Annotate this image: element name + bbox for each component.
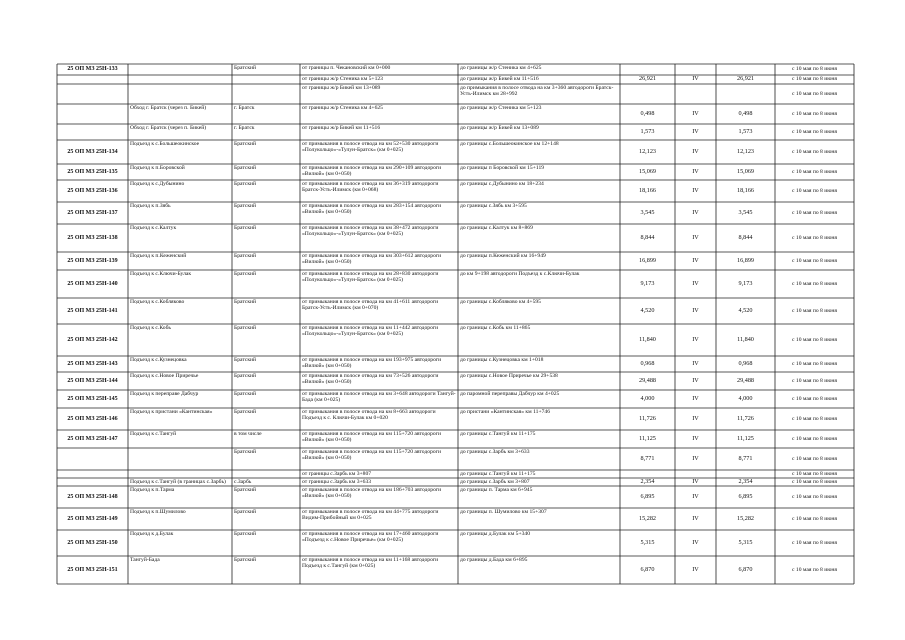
section-end: до примыкания в полосе отвода на км 3+360 автодороги Братск-Усть-Илимск км 28+992: [460, 85, 614, 98]
district: Братский: [234, 165, 257, 171]
total-length: 11,125: [737, 435, 754, 442]
section-length: 9,173: [640, 280, 655, 287]
road-code: 25 ОП МЗ 25Н-141: [67, 307, 118, 314]
district: Братский: [234, 271, 257, 277]
section-start: от границы с.Зарбь км 3+807: [302, 471, 372, 477]
restriction-period: с 10 мая по 8 июня: [792, 539, 837, 546]
section-start: от примыкания в полосе отвода на км 3+648 автодороги Тангуй-Бада (км 0+025): [302, 391, 456, 404]
district: Братский: [234, 391, 257, 397]
restriction-period: с 10 мая по 8 июня: [792, 566, 837, 573]
section-end: до границы п Боровской км 15+119: [460, 165, 545, 171]
road-code: 25 ОП МЗ 25Н-144: [67, 377, 118, 384]
section-end: до границы п. Шумилово км 15+307: [460, 509, 547, 515]
section-start: от примыкания в полосе отвода на км 193+975 автодороги «Вилюй» (км 0+050): [302, 357, 442, 370]
section-length: 3,545: [640, 209, 655, 216]
section-start: от примыкания в полосе отвода на км 283+154 автодороги «Вилюй» (км 0+050): [302, 203, 442, 216]
section-end: до границы с.Зарбь км 3+633: [460, 449, 530, 455]
road-name: Подъезд к с.Тангуй: [130, 431, 177, 437]
road-name: Подъезд к д.Булак: [130, 531, 174, 537]
restriction-period: с 10 мая по 8 июня: [792, 435, 837, 442]
section-start: от примыкания в полосе отвода на км 290+109 автодороги «Вилюй» (км 0+050): [302, 165, 442, 178]
district: Братский: [234, 299, 257, 305]
district: Братский: [234, 449, 257, 455]
total-length: 4,520: [738, 307, 753, 314]
restriction-period: с 10 мая по 8 июня: [792, 307, 837, 314]
section-start: от границы п. Чекановский км 0+000: [302, 65, 391, 71]
section-end: до границы с.Новое Приречье км 29+538: [460, 373, 558, 379]
road-name: Подъезд к пристани «Кантинская»: [130, 409, 213, 415]
section-length: 11,125: [639, 435, 656, 442]
road-category: IV: [692, 479, 699, 485]
section-end: до границы ж/р Бикей км 11+516: [460, 76, 539, 82]
section-start: от примыкания в полосе отвода на км 52+530 автодороги «Полукольцо»-«Тулун-Братск» (км 0+025): [302, 141, 439, 154]
restriction-period: с 10 мая по 8 июня: [792, 377, 837, 384]
restriction-period: с 10 мая по 8 июня: [792, 66, 837, 72]
section-end: до границы с.Кузнецовка км 1+018: [460, 357, 544, 363]
section-end: до границы с.Зарбь км 3+807: [460, 479, 530, 485]
road-category: IV: [692, 187, 699, 194]
section-end: до границы с.Тангуй км 11+175: [460, 431, 536, 437]
road-name: Подъезд к п.Кеженский: [130, 253, 187, 259]
section-length: 0,498: [640, 110, 655, 117]
district: Братский: [234, 509, 257, 515]
district: в том числе: [234, 431, 262, 437]
restriction-period: с 10 мая по 8 июня: [792, 415, 837, 422]
restriction-period: с 10 мая по 8 июня: [792, 234, 837, 241]
road-code: 25 ОП МЗ 25Н-147: [67, 435, 118, 442]
section-end: до границы с.Кобь км 11+865: [460, 325, 531, 331]
road-name: Подъезд к п.Шумилово: [130, 509, 186, 515]
section-length: 6,895: [640, 493, 655, 500]
road-code: 25 ОП МЗ 25Н-143: [67, 360, 118, 367]
road-name: Подъезд к п.Тарма: [130, 487, 175, 493]
road-name: Подъезд к п.Боровской: [130, 165, 185, 171]
section-start: от границы с.Зарбь км 3+633: [302, 479, 372, 485]
restriction-period: с 10 мая по 8 июня: [792, 515, 837, 522]
section-length: 4,000: [640, 395, 655, 402]
restriction-period: с 10 мая по 8 июня: [792, 76, 837, 82]
road-code: 25 ОП МЗ 25Н-135: [67, 168, 118, 175]
road-category: IV: [692, 168, 699, 175]
section-length: 2,354: [640, 479, 655, 485]
section-start: от примыкания в полосе отвода на км 303+612 автодороги «Вилюй» (км 0+050): [302, 253, 442, 266]
road-name: Подъезд к с.Калтук: [130, 225, 177, 231]
road-category: IV: [692, 234, 699, 241]
road-name: Тангуй-Бада: [130, 557, 160, 563]
section-length: 11,726: [639, 415, 656, 422]
road-name: Подъезд к с.Ключи-Булак: [130, 271, 192, 277]
road-category: IV: [692, 128, 699, 135]
road-name: Подъезд к переправе Дабчур: [130, 391, 199, 397]
restriction-period: с 10 мая по 8 июня: [792, 128, 837, 135]
total-length: 26,921: [736, 76, 754, 82]
road-code: 25 ОП МЗ 25Н-133: [67, 66, 118, 72]
total-length: 12,123: [736, 148, 754, 155]
section-start: от примыкания в полосе отвода на км 73+526 автодороги «Вилюй» (км 0+050): [302, 373, 439, 386]
section-end: до границы ж/р Бикей км 13+089: [460, 125, 539, 131]
road-code: 25 ОП МЗ 25Н-148: [67, 493, 118, 500]
section-start: от примыкания в полосе отвода на км 11+168 автодороги Подъезд к с.Тангуй (км 0+025): [302, 557, 439, 570]
road-category: IV: [692, 307, 699, 314]
district: г. Братск: [234, 125, 255, 131]
total-length: 15,069: [736, 168, 754, 175]
road-name: Подъезд к с.Большеокинское: [130, 141, 200, 147]
road-category: IV: [692, 280, 699, 287]
district: Братский: [234, 181, 257, 187]
section-start: от примыкания в полосе отвода на км 186+703 автодороги «Вилюй» (км 0+050): [302, 487, 442, 500]
section-end: до границы с.Зябь км 3+595: [460, 203, 527, 209]
section-length: 5,315: [640, 539, 655, 546]
section-end: до границы ж/р Стеника км 5+123: [460, 105, 542, 111]
road-code: 25 ОП МЗ 25Н-136: [67, 187, 118, 194]
section-start: от примыкания в полосе отвода на км 17+460 автодороги «Подъезд к с.Новое Приречье» (км 0+025): [302, 531, 439, 544]
road-category: IV: [692, 539, 699, 546]
road-category: IV: [692, 360, 699, 367]
section-end: до границы ж/р Стеника км 4+625: [460, 65, 542, 71]
total-length: 11,840: [737, 336, 754, 343]
road-code: 25 ОП МЗ 25Н-151: [67, 566, 118, 573]
section-length: 16,899: [638, 257, 656, 264]
road-name: Подъезд к с.Тангуй (в границах с.Зарбь): [130, 479, 226, 485]
section-end: до паромной переправы Дабчур км 4+025: [460, 391, 560, 397]
district: Братский: [234, 325, 257, 331]
section-length: 29,488: [638, 377, 656, 384]
restriction-period: с 10 мая по 8 июня: [792, 110, 837, 117]
section-length: 11,840: [639, 336, 656, 343]
restriction-period: с 10 мая по 8 июня: [792, 395, 837, 402]
road-name: Подъезд к с.Кобь: [130, 325, 171, 331]
road-category: IV: [692, 209, 699, 216]
section-length: 0,968: [640, 360, 655, 367]
section-length: 15,069: [638, 168, 656, 175]
road-category: IV: [692, 455, 699, 462]
district: Братский: [234, 409, 257, 415]
road-code: 25 ОП МЗ 25Н-145: [67, 395, 118, 402]
section-end: до км 9+198 автодороги Подъезд к с.Ключи-Булак: [460, 271, 580, 277]
section-start: от примыкания в полосе отвода на км 115+720 автодороги «Вилюй» (км 0+050): [302, 449, 441, 462]
district: Братский: [234, 557, 257, 563]
section-start: от примыкания в полосе отвода на км 38+472 автодороги «Полукольцо»-«Тулун-Братск» (км 0+025): [302, 225, 439, 238]
section-start: от примыкания в полосе отвода на км 115+720 автодороги «Вилюй» (км 0+050): [302, 431, 441, 444]
section-start: от границы ж/р Бикей км 13+089: [302, 85, 381, 91]
total-length: 5,315: [738, 539, 753, 546]
district: Братский: [234, 141, 257, 147]
section-start: от границы ж/р Стеника км 5+123: [302, 76, 383, 82]
road-category: IV: [692, 566, 699, 573]
restriction-period: с 10 мая по 8 июня: [792, 209, 837, 216]
total-length: 6,870: [738, 566, 753, 573]
section-end: до границы с.Дубынино км 18+234: [460, 181, 544, 187]
district: с.Зарбь: [234, 479, 252, 485]
section-end: до границы с.Большеокинское км 12+148: [460, 141, 559, 147]
total-length: 11,726: [737, 415, 754, 422]
section-length: 4,520: [640, 307, 655, 314]
section-start: от примыкания в полосе отвода на км 44+775 автодороги Видим-Прибойный км 0+025: [302, 509, 439, 522]
section-end: до границы д.Бада км 6+895: [460, 557, 528, 563]
road-name: Подъезд к с.Новое Приречье: [130, 373, 199, 379]
road-name: Обход г. Братск (через п. Бикей): [130, 125, 207, 131]
road-code: 25 ОП МЗ 25Н-150: [67, 539, 118, 546]
road-code: 25 ОП МЗ 25Н-139: [67, 257, 118, 264]
section-end: до границы с.Тангуй км 11+175: [460, 471, 536, 477]
total-length: 1,573: [738, 128, 753, 135]
section-length: 1,573: [640, 128, 655, 135]
restriction-period: с 10 мая по 8 июня: [792, 479, 837, 485]
section-start: от примыкания в полосе отвода на км 41+611 автодороги Братск-Усть-Илимск (км 0+070): [302, 299, 439, 312]
total-length: 0,498: [738, 110, 753, 117]
road-name: Обход г. Братск (через п. Бикей): [130, 105, 207, 111]
section-end: до пристани «Кантинская» км 11+746: [460, 409, 551, 415]
district: г. Братск: [234, 105, 255, 111]
road-code: 25 ОП МЗ 25Н-140: [67, 280, 118, 287]
restriction-period: с 10 мая по 8 июня: [792, 471, 837, 477]
section-length: 6,870: [640, 566, 655, 573]
district: Братский: [234, 253, 257, 259]
section-end: до границы с.Кобляково км 4+595: [460, 299, 541, 305]
road-category: IV: [692, 435, 699, 442]
total-length: 6,895: [738, 493, 753, 500]
total-length: 3,545: [738, 209, 753, 216]
road-code: 25 ОП МЗ 25Н-149: [67, 515, 118, 522]
section-start: от примыкания в полосе отвода на км 36+319 автодороги Братск-Усть-Илимск (км 0+068): [302, 181, 439, 194]
road-name: Подъезд к с.Дубынино: [130, 181, 185, 187]
road-name: Подъезд к с.Кобляково: [130, 299, 185, 305]
section-start: от примыкания в полосе отвода на км 11+442 автодороги «Полукольцо»-«Тулун-Братск» (км 0+025): [302, 325, 439, 338]
total-length: 2,354: [738, 479, 753, 485]
road-category: IV: [692, 76, 699, 82]
restriction-period: с 10 мая по 8 июня: [792, 257, 837, 264]
total-length: 16,899: [736, 257, 754, 264]
section-length: 26,921: [638, 76, 656, 82]
section-length: 12,123: [638, 148, 656, 155]
district: Братский: [234, 225, 257, 231]
section-length: 8,844: [640, 234, 655, 241]
road-category: IV: [692, 257, 699, 264]
district: Братский: [234, 357, 257, 363]
total-length: 18,166: [736, 187, 754, 194]
road-code: 25 ОП МЗ 25Н-137: [67, 209, 118, 216]
total-length: 15,282: [736, 515, 754, 522]
road-category: IV: [692, 493, 699, 500]
section-length: 18,166: [638, 187, 656, 194]
section-length: 8,771: [640, 455, 655, 462]
section-start: от примыкания в полосе отвода на км 28+830 автодороги «Полукольцо»-«Тулун-Братск» (км 0+025): [302, 271, 439, 284]
restriction-period: с 10 мая по 8 июня: [792, 360, 837, 367]
district: Братский: [234, 373, 257, 379]
restriction-period: с 10 мая по 8 июня: [792, 280, 837, 287]
total-length: 8,844: [738, 234, 753, 241]
section-start: от примыкания в полосе отвода на км 8+663 автодороги Подъезд к с. Ключи-Булак км 0+020: [302, 409, 436, 422]
restriction-period: с 10 мая по 8 июня: [792, 336, 837, 343]
total-length: 9,173: [738, 280, 753, 287]
total-length: 4,000: [738, 395, 753, 402]
restriction-period: с 10 мая по 8 июня: [792, 168, 837, 175]
total-length: 0,968: [738, 360, 753, 367]
section-end: до границы д.Булак км 5+340: [460, 531, 531, 537]
road-category: IV: [692, 110, 699, 117]
total-length: 8,771: [738, 455, 753, 462]
restriction-period: с 10 мая по 8 июня: [792, 455, 837, 462]
road-code: 25 ОП МЗ 25Н-142: [67, 336, 118, 343]
district: Братский: [234, 487, 257, 493]
restriction-period: с 10 мая по 8 июня: [792, 493, 837, 500]
road-category: IV: [692, 377, 699, 384]
restriction-period: с 10 мая по 8 июня: [792, 187, 837, 194]
restriction-period: с 10 мая по 8 июня: [792, 90, 837, 97]
district: Братский: [234, 531, 257, 537]
section-length: 15,282: [638, 515, 656, 522]
road-category: IV: [692, 395, 699, 402]
section-end: до границы п.Кеженский км 16+949: [460, 253, 546, 259]
restriction-period: с 10 мая по 8 июня: [792, 148, 837, 155]
road-code: 25 ОП МЗ 25Н-146: [67, 415, 118, 422]
road-name: Подъезд к с.Кузнецовка: [130, 357, 187, 363]
road-category: IV: [692, 336, 699, 343]
section-end: до границы с.Калтук км 8+869: [460, 225, 533, 231]
section-start: от границы ж/р Бикей км 11+516: [302, 125, 381, 131]
section-start: от границы ж/р Стеника км 4+625: [302, 105, 383, 111]
road-category: IV: [692, 415, 699, 422]
road-category: IV: [692, 148, 699, 155]
road-code: 25 ОП МЗ 25Н-138: [67, 234, 118, 241]
section-end: до границы п. Тарма км 6+945: [460, 487, 533, 493]
road-category: IV: [692, 515, 699, 522]
district: Братский: [234, 65, 257, 71]
road-code: 25 ОП МЗ 25Н-134: [67, 148, 118, 155]
district: Братский: [234, 203, 257, 209]
road-name: Подъезд к п.Зябь: [130, 203, 171, 209]
total-length: 29,488: [736, 377, 754, 384]
